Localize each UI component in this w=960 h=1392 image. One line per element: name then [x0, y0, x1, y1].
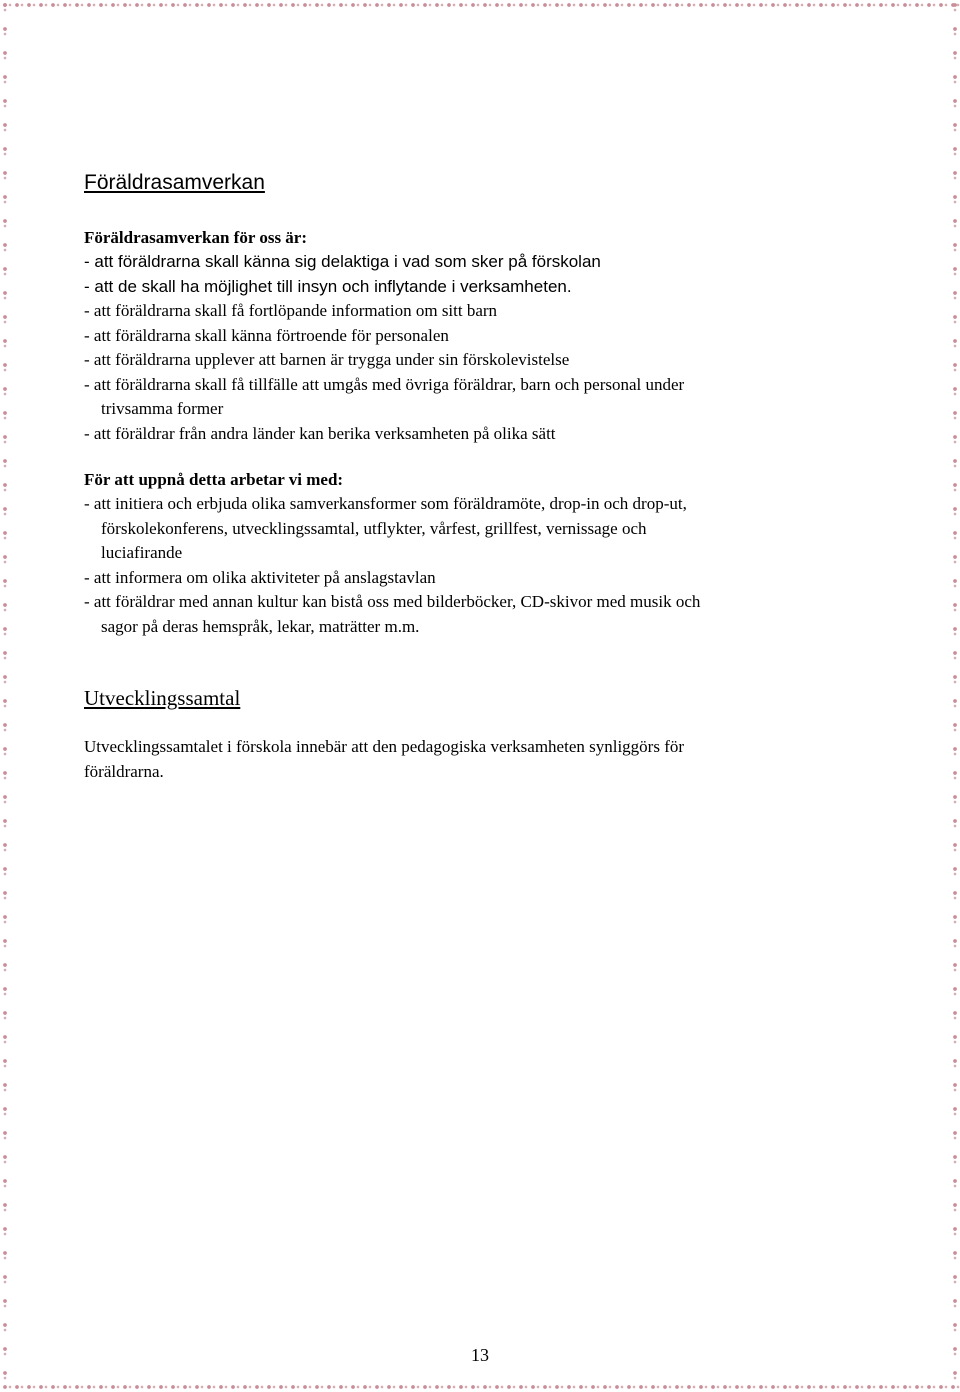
list-item-continuation: trivsamma former	[101, 399, 224, 418]
page-number: 13	[471, 1345, 489, 1365]
list-item-continuation: luciafirande	[101, 543, 183, 562]
decorative-border-left	[0, 0, 10, 1392]
heading-utvecklingssamtal: Utvecklingssamtal	[84, 686, 241, 710]
decorative-border-top	[0, 0, 960, 10]
list-item: - att föräldrar med annan kultur kan bistå oss med bilderböcker, CD-skivor med musik och	[84, 592, 701, 611]
list-item: - att föräldrarna upplever att barnen är trygga under sin förskolevistelse	[84, 350, 570, 369]
list-item: - att informera om olika aktiviteter på anslagstavlan	[84, 567, 436, 587]
list-item: - att de skall ha möjlighet till insyn och inflytande i verksamheten.	[84, 276, 572, 296]
list-item: - att föräldrarna skall känna sig delaktiga i vad som sker på förskolan	[84, 252, 601, 271]
list-item: - att initiera och erbjuda olika samverkansformer som föräldramöte, drop-in och drop-ut,	[84, 494, 687, 513]
paragraph-line: Utvecklingssamtalet i förskola innebär att den pedagogiska verksamheten synliggörs för	[84, 737, 685, 756]
decorative-border-right	[950, 0, 960, 1392]
subheading-arbetar-vi-med: För att uppnå detta arbetar vi med:	[84, 470, 344, 489]
decorative-border-bottom	[0, 1382, 960, 1392]
paragraph-line: föräldrarna.	[84, 761, 164, 781]
page-content	[84, 168, 864, 784]
heading-foraldrasamverkan: Föräldrasamverkan	[84, 171, 265, 194]
list-item: - att föräldrarna skall känna förtroende för personalen	[84, 325, 449, 345]
list-item-continuation: sagor på deras hemspråk, lekar, maträtter m.m.	[101, 616, 420, 636]
list-item-continuation: förskolekonferens, utvecklingssamtal, utflykter, vårfest, grillfest, vernissage och	[101, 518, 647, 538]
list-item: - att föräldrarna skall få fortlöpande information om sitt barn	[84, 301, 498, 320]
list-item: - att föräldrar från andra länder kan berika verksamheten på olika sätt	[84, 423, 556, 443]
list-item: - att föräldrarna skall få tillfälle att umgås med övriga föräldrar, barn och personal under	[84, 374, 685, 394]
subheading-foraldrasamverkan: Föräldrasamverkan för oss är:	[84, 228, 308, 247]
